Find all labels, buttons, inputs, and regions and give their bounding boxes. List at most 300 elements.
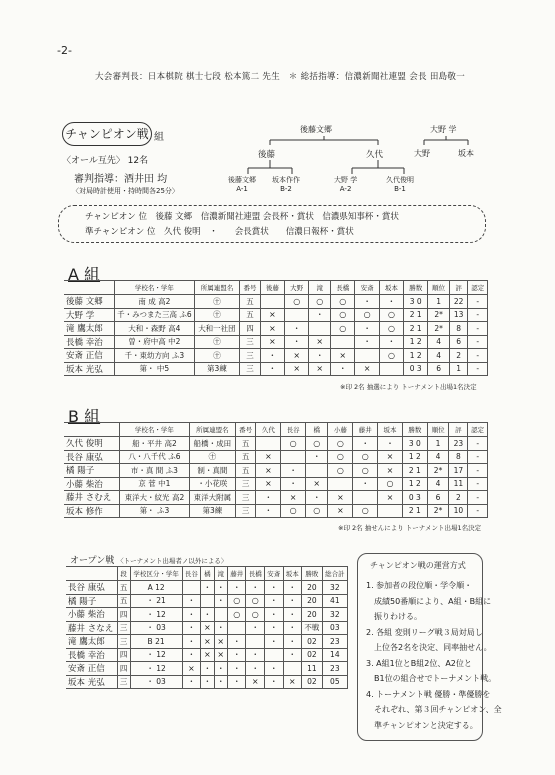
result-cell: × <box>306 477 328 491</box>
header-cell: 順位 <box>427 423 449 437</box>
result-cell: × <box>378 464 403 478</box>
group-b-note: ※印 2名 抽せんにより トーナメント出場1名決定 <box>338 524 482 532</box>
result-cell: ○ <box>328 437 353 451</box>
result-cell <box>353 491 378 505</box>
table-row <box>64 349 488 363</box>
result-cell: ・ <box>331 362 355 376</box>
result-cell: ・ <box>379 295 403 309</box>
result-cell: ・ <box>246 621 265 635</box>
wins-cell: 2 1 <box>402 464 427 478</box>
player-name: 小藤 柴治 <box>64 477 119 491</box>
method-line: 2. 各組 変則リーグ戦３局対局し <box>366 627 483 637</box>
result-cell: ・ <box>182 608 201 622</box>
result-cell: ・ <box>256 491 281 505</box>
player-name: 坂本 光弘 <box>66 675 117 689</box>
rank-cell: 五 <box>240 295 260 309</box>
table-row <box>64 335 488 349</box>
total-cell: 23 <box>322 662 347 676</box>
wins-cell: 0 3 <box>402 491 427 505</box>
result-cell: ○ <box>378 477 403 491</box>
header-cell: 認定 <box>468 423 488 437</box>
header-cell: 小藤 <box>328 423 353 437</box>
winloss-cell: 20 <box>302 608 323 622</box>
result-cell <box>201 594 214 608</box>
place-cell: 1 <box>427 437 449 451</box>
winloss-cell: 20 <box>302 581 323 595</box>
header-cell: 橘 <box>201 567 214 581</box>
result-cell <box>328 477 353 491</box>
result-cell: × <box>309 362 331 376</box>
place-cell: 4 <box>428 335 449 349</box>
result-cell: ○ <box>353 450 378 464</box>
school-cell: 市・真 間 ふ3 <box>119 464 189 478</box>
method-line: B1位の組合せでトーナメント戦。 <box>366 674 497 683</box>
result-cell: ・ <box>201 675 214 689</box>
open-subtitle: 〈トーナメント出場者ノ以外による〉 <box>117 557 228 565</box>
result-cell: ・ <box>227 675 246 689</box>
header-cell: 所属連盟名 <box>189 423 235 437</box>
winner-position: チャンピオン 位 <box>85 212 147 222</box>
player-name: 滝 鷹太郎 <box>64 322 115 336</box>
result-cell: ・ <box>227 662 246 676</box>
result-cell: × <box>260 308 284 322</box>
header-cell: 所属連盟名 <box>194 281 240 295</box>
result-cell: ・ <box>306 450 328 464</box>
result-cell <box>264 648 283 662</box>
place-cell: 6 <box>428 362 449 376</box>
header-cell: 長谷 <box>281 423 306 437</box>
result-cell: × <box>260 335 284 349</box>
club-cell: ㊉ <box>194 349 240 363</box>
cert-cell: - <box>468 308 488 322</box>
result-cell: ○ <box>355 308 379 322</box>
school-cell: 曽・府中高 中2 <box>115 335 195 349</box>
score-cell: 11 <box>449 477 468 491</box>
club-cell: ㊉ <box>194 295 240 309</box>
result-cell: ・ <box>355 295 379 309</box>
grade-cell: ・ 03 <box>130 621 182 635</box>
result-cell: ・ <box>201 581 214 595</box>
place-cell: 4 <box>427 450 449 464</box>
wins-cell: 2 1 <box>404 322 428 336</box>
result-cell: ○ <box>285 295 309 309</box>
result-cell: × <box>378 491 403 505</box>
school-cell: 千・東幼方向 ふ3 <box>115 349 195 363</box>
header-cell <box>66 567 117 581</box>
score-cell: 22 <box>449 295 468 309</box>
method-line: 4. トーナメント戦 優勝・準優勝を <box>366 689 491 699</box>
result-cell: × <box>355 362 379 376</box>
score-cell: 2 <box>449 349 468 363</box>
winloss-cell: 02 <box>302 635 323 649</box>
result-cell: × <box>201 648 214 662</box>
school-cell: 南 成 高2 <box>115 295 195 309</box>
result-cell: ・ <box>227 581 246 595</box>
wins-cell: 3 0 <box>404 295 428 309</box>
header-cell: 勝数 <box>402 423 427 437</box>
result-cell: ・ <box>283 635 302 649</box>
result-cell: × <box>201 621 214 635</box>
result-cell: ○ <box>227 594 246 608</box>
winner-row <box>85 225 354 237</box>
result-cell: × <box>283 675 302 689</box>
header-cell: 学校名・学年 <box>119 423 189 437</box>
header-cell: 滝 <box>309 281 331 295</box>
header-cell: 久代 <box>256 423 281 437</box>
result-cell: ・ <box>260 362 284 376</box>
method-line: 準チャンピオンと決定する。 <box>366 720 478 730</box>
winner-name: 久代 俊明 <box>163 227 201 237</box>
result-cell: × <box>214 648 227 662</box>
header-cell: 安斎 <box>264 567 283 581</box>
header-cell: 坂本 <box>379 281 403 295</box>
tournament-header: 大会審判長：日本棋院 棋士七段 松本篤二 先生 ＊ 総括指導：信濃新聞社連盟 会長 田島敬一 <box>95 72 466 82</box>
result-cell: ○ <box>353 504 378 518</box>
place-cell: 2* <box>428 308 449 322</box>
result-cell: ・ <box>246 581 265 595</box>
page-number: -2- <box>57 44 72 57</box>
winners-box <box>58 205 486 243</box>
result-cell: × <box>256 464 281 478</box>
result-cell: × <box>246 675 265 689</box>
score-cell: 10 <box>449 504 468 518</box>
rank-cell: 五 <box>235 437 256 451</box>
player-name: 橘 陽子 <box>66 594 117 608</box>
result-cell: ・ <box>256 504 281 518</box>
result-cell: ・ <box>283 608 302 622</box>
result-cell: ・ <box>309 349 331 363</box>
result-cell: ・ <box>182 635 201 649</box>
result-cell: ・ <box>306 491 328 505</box>
method-line: 成績50番順により、A組・B組に <box>366 596 492 606</box>
rank-cell: 三 <box>240 335 260 349</box>
result-cell: ○ <box>379 322 403 336</box>
grade-cell: ・ 12 <box>130 608 182 622</box>
open-table <box>66 566 348 689</box>
result-cell: ・ <box>283 648 302 662</box>
result-cell: ・ <box>353 477 378 491</box>
club-cell: ・小花咲 <box>189 477 235 491</box>
wins-cell: 2 1 <box>404 308 428 322</box>
bracket-third-left: 大野 <box>414 149 430 158</box>
header-cell: 長谷 <box>182 567 201 581</box>
table-row <box>66 581 348 595</box>
total-cell: 23 <box>322 635 347 649</box>
result-cell: ○ <box>246 608 265 622</box>
result-cell: × <box>201 635 214 649</box>
result-cell: × <box>285 349 309 363</box>
place-cell: 2* <box>427 504 449 518</box>
result-cell: ・ <box>214 662 227 676</box>
result-cell: ○ <box>328 450 353 464</box>
header-cell: 学校区分・学年 <box>130 567 182 581</box>
result-cell: ○ <box>306 437 328 451</box>
result-cell: × <box>182 662 201 676</box>
result-cell: ・ <box>182 648 201 662</box>
score-cell: 13 <box>449 308 468 322</box>
total-cell: 41 <box>322 594 347 608</box>
result-cell: ・ <box>227 648 246 662</box>
cert-cell: - <box>468 504 488 518</box>
header-cell: 番号 <box>235 423 256 437</box>
result-cell <box>281 450 306 464</box>
dan-cell: 五 <box>117 581 130 595</box>
result-cell <box>378 504 403 518</box>
score-cell: 8 <box>449 322 468 336</box>
table-row <box>66 621 348 635</box>
header-cell: 橋 <box>306 423 328 437</box>
header-cell: 順位 <box>428 281 449 295</box>
result-cell <box>246 635 265 649</box>
table-row <box>64 437 488 451</box>
school-cell: 東洋大・紋光 高2 <box>119 491 189 505</box>
rank-cell: 三 <box>235 491 256 505</box>
group-a-note: ※印 2名 抽選により トーナメント出場1名決定 <box>340 383 477 391</box>
result-cell: ○ <box>379 308 403 322</box>
rank-cell: 三 <box>240 349 260 363</box>
total-cell: 32 <box>322 608 347 622</box>
player-name: 後藤 文郷 <box>64 295 115 309</box>
header-cell: 勝数 <box>404 281 428 295</box>
rank-cell: 三 <box>240 362 260 376</box>
header-cell: 坂本 <box>283 567 302 581</box>
header-cell: 段 <box>117 567 130 581</box>
player-name: 橘 陽子 <box>64 464 119 478</box>
player-name: 藤井 さなえ <box>66 621 117 635</box>
result-cell: ・ <box>201 662 214 676</box>
cert-cell: - <box>468 349 488 363</box>
place-cell: 2* <box>428 322 449 336</box>
header-cell <box>64 281 115 295</box>
rank-cell: 三 <box>235 477 256 491</box>
referee-text: 審判指導：酒井田 均 <box>74 174 168 185</box>
player-name: 小藤 柴治 <box>66 608 117 622</box>
header-cell: 勝敗 <box>302 567 323 581</box>
result-cell: ・ <box>264 662 283 676</box>
format-text: 〈オール互先〉 12名 <box>62 156 149 166</box>
result-cell: ・ <box>378 437 403 451</box>
result-cell <box>331 335 355 349</box>
result-cell: ・ <box>182 675 201 689</box>
dan-cell: 四 <box>117 648 130 662</box>
result-cell <box>260 295 284 309</box>
result-cell: ○ <box>306 504 328 518</box>
result-cell <box>309 322 331 336</box>
cert-cell: - <box>468 464 488 478</box>
club-cell: 第3練 <box>189 504 235 518</box>
cert-cell: - <box>468 450 488 464</box>
winloss-cell: 11 <box>302 662 323 676</box>
result-cell: ・ <box>214 675 227 689</box>
method-line: 3. A組1位とB組2位、A2位と <box>366 658 472 668</box>
rank-cell: 五 <box>235 464 256 478</box>
bracket-semi-left: 後藤 <box>258 150 276 160</box>
club-cell: 大和一社団 <box>194 322 240 336</box>
cert-cell: - <box>468 295 488 309</box>
player-name: 坂本 光弘 <box>64 362 115 376</box>
table-row <box>66 662 348 676</box>
grade-cell: B 21 <box>130 635 182 649</box>
result-cell: ・ <box>246 662 265 676</box>
result-cell: ・ <box>246 648 265 662</box>
winloss-cell: 不戦 <box>302 621 323 635</box>
total-cell: 05 <box>322 675 347 689</box>
table-row <box>64 295 488 309</box>
result-cell: ・ <box>281 464 306 478</box>
cert-cell: - <box>468 362 488 376</box>
dan-cell: 五 <box>117 594 130 608</box>
header-cell <box>64 423 119 437</box>
table-row <box>64 477 488 491</box>
school-cell: 八・八千代 ふ6 <box>119 450 189 464</box>
result-cell <box>379 362 403 376</box>
score-cell: 17 <box>449 464 468 478</box>
result-cell: ・ <box>264 675 283 689</box>
winner-row <box>85 210 399 222</box>
result-cell: ・ <box>283 581 302 595</box>
result-cell: ・ <box>283 594 302 608</box>
result-cell: ・ <box>264 608 283 622</box>
total-cell: 03 <box>322 621 347 635</box>
result-cell: ・ <box>264 594 283 608</box>
result-cell: ○ <box>246 594 265 608</box>
method-line: 1. 参加者の段位順・学令順・ <box>366 581 473 590</box>
player-name: 安斎 正信 <box>64 349 115 363</box>
header-cell: 長橋 <box>331 281 355 295</box>
header-cell: 評 <box>449 423 468 437</box>
bracket-leaf: 久代俊明 B-1 <box>386 176 414 193</box>
place-cell: 4 <box>428 349 449 363</box>
result-cell: ・ <box>281 477 306 491</box>
wins-cell: 1 2 <box>402 477 427 491</box>
result-cell: × <box>214 635 227 649</box>
group-a-title: A 組 <box>68 265 101 284</box>
club-cell: 船橋・成田 <box>189 437 235 451</box>
club-cell: ㊉ <box>194 335 240 349</box>
result-cell: ・ <box>214 581 227 595</box>
method-title: チャンピオン戦の運営方式 <box>370 561 466 570</box>
result-cell: ○ <box>281 437 306 451</box>
bracket-semi-right: 久代 <box>366 150 384 160</box>
result-cell: ・ <box>353 437 378 451</box>
score-cell: 8 <box>449 450 468 464</box>
club-cell: ㊉ <box>189 450 235 464</box>
school-cell: 第・ 中5 <box>115 362 195 376</box>
place-cell: 4 <box>427 477 449 491</box>
dan-cell: 四 <box>117 608 130 622</box>
result-cell: × <box>285 362 309 376</box>
result-cell: ○ <box>331 322 355 336</box>
result-cell: ・ <box>260 349 284 363</box>
table-row <box>66 675 348 689</box>
result-cell: × <box>328 491 353 505</box>
result-cell <box>355 349 379 363</box>
result-cell <box>283 662 302 676</box>
winloss-cell: 02 <box>302 648 323 662</box>
player-name: 滝 鷹太郎 <box>66 635 117 649</box>
score-cell: 1 <box>449 362 468 376</box>
result-cell: ○ <box>379 349 403 363</box>
result-cell: ○ <box>309 295 331 309</box>
place-cell: 1 <box>428 295 449 309</box>
winloss-cell: 20 <box>302 594 323 608</box>
player-name: 長谷 康弘 <box>64 450 119 464</box>
result-cell: ・ <box>227 635 246 649</box>
header-cell: 大野 <box>285 281 309 295</box>
table-row <box>66 594 348 608</box>
result-cell: ○ <box>281 504 306 518</box>
rank-cell: 四 <box>240 322 260 336</box>
club-cell: 第3練 <box>194 362 240 376</box>
header-cell: 坂本 <box>378 423 403 437</box>
table-row <box>66 635 348 649</box>
bracket-third-right: 坂本 <box>458 149 474 158</box>
table-row <box>64 322 488 336</box>
grade-cell: ・ 12 <box>130 648 182 662</box>
table-row <box>64 464 488 478</box>
open-title-text: オープン戦 <box>70 556 115 566</box>
open-title <box>70 553 227 566</box>
dan-cell: 三 <box>117 621 130 635</box>
result-cell: × <box>378 450 403 464</box>
time-rule: 〈対局時計使用・持時間各25分〉 <box>72 187 179 195</box>
header-cell: 藤井 <box>227 567 246 581</box>
total-cell: 14 <box>322 648 347 662</box>
result-cell: ・ <box>201 608 214 622</box>
cert-cell: - <box>468 437 488 451</box>
header-cell: 安斎 <box>355 281 379 295</box>
header-cell: 評 <box>449 281 468 295</box>
grade-cell: ・ 12 <box>130 662 182 676</box>
result-cell: ・ <box>264 635 283 649</box>
result-cell: ・ <box>264 621 283 635</box>
table-row <box>64 491 488 505</box>
player-name: 長橋 幸治 <box>64 335 115 349</box>
champion-title: チャンピオン戦 <box>62 122 152 146</box>
grade-cell: ・ 21 <box>130 594 182 608</box>
club-cell: 制・真間 <box>189 464 235 478</box>
group-b-title: B 組 <box>68 407 101 426</box>
school-cell: 京 菅 中1 <box>119 477 189 491</box>
table-row <box>66 648 348 662</box>
school-cell: 船・平井 高2 <box>119 437 189 451</box>
winner-position: 準チャンピオン 位 <box>85 227 156 237</box>
rank-cell: 五 <box>235 450 256 464</box>
dan-cell: 三 <box>117 675 130 689</box>
result-cell: ・ <box>264 581 283 595</box>
player-name: 安斎 正信 <box>66 662 117 676</box>
result-cell: ・ <box>214 621 227 635</box>
player-name: 久代 俊明 <box>64 437 119 451</box>
club-cell: 東洋大附属 <box>189 491 235 505</box>
header-cell: 総合計 <box>322 567 347 581</box>
score-cell: 23 <box>449 437 468 451</box>
result-cell: ・ <box>355 322 379 336</box>
table-row <box>64 450 488 464</box>
result-cell: × <box>309 335 331 349</box>
bracket-top: 後藤文郷 <box>300 125 332 134</box>
place-cell: 6 <box>427 491 449 505</box>
result-cell: ・ <box>355 335 379 349</box>
player-name: 大野 学 <box>64 308 115 322</box>
winloss-cell: 02 <box>302 675 323 689</box>
result-cell: ○ <box>227 608 246 622</box>
rank-cell: 五 <box>240 308 260 322</box>
club-cell: ㊉ <box>194 308 240 322</box>
player-name: 長橋 幸治 <box>66 648 117 662</box>
group-a-table <box>64 280 488 376</box>
result-cell: × <box>281 491 306 505</box>
